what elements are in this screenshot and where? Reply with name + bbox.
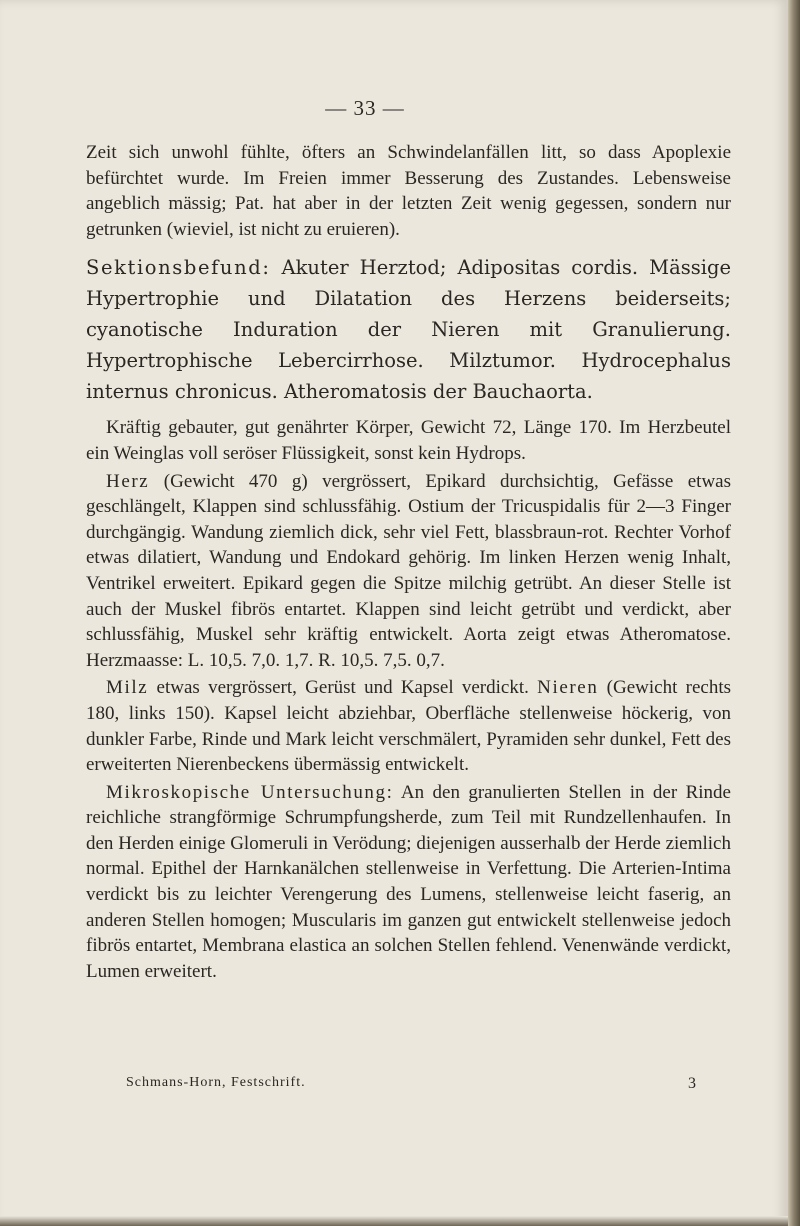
mikroskopische-paragraph [86,780,731,985]
mikroskopische-label: Mikroskopische Untersuchung: [106,781,394,803]
milz-nieren-paragraph [86,675,731,777]
footer-signature: Schmans-Horn, Festschrift. [126,1075,306,1090]
herz-label: Herz [106,470,150,492]
nieren-text: (Gewicht rechts 180, links 150). Kapsel leicht abziehbar, Oberfläche stellenweise höckerig, von dunkler Farbe, Rinde und Mark leicht verschmälert, Pyramiden sehr dunkel, Fett des erweiterten Nierenbeckens übermässig entwickelt. [86,677,732,776]
herz-text: (Gewicht 470 g) vergrössert, Epikard durchsichtig, Gefässe etwas geschlängelt, Klappen sind schlussfähig. Ostium der Tricuspidalis für 2—3 Finger durchgängig. Wandung ziemlich dick, sehr viel Fett, blassbraun-rot. Rechter Vorhof etwas dilatiert, Wandung und Endokard gehörig. Im linken Herzen wenig Inhalt, Ventrikel erweitert. Epikard gegen die Spitze milchig getrübt. An dieser Stelle ist auch der Muskel fibrös entartet. Klappen sind leicht getrübt und verdickt, aber schlussfähig, Muskel sehr kräftig entwickelt. Aorta zeigt etwas Atheromatose. Herzmaasse: L. 10,5. 7,0. 1,7. R. 10,5. 7,5. 0,7. [86,470,731,671]
milz-label: Milz [106,677,149,699]
page-bottom-edge [0,1216,788,1226]
page-footer [126,1075,696,1091]
book-spine-edge [788,0,800,1226]
page-number: — 33 — [325,96,405,120]
koerper-paragraph: Kräftig gebauter, gut genährter Körper, Gewicht 72, Länge 170. Im Herzbeutel ein Weinglas voll seröser Flüssigkeit, sonst kein Hydrops. [86,417,731,464]
mikroskopische-text: An den granulierten Stellen in der Rinde reichliche strangförmige Schrumpfungsherde, zum Teil mit Rundzellenhaufen. In den Herden einige Glomeruli in Verödung; diejenigen ausserhalb der Herde ziemlich normal. Epithel der Harnkanälchen stellenweise in Verfettung. Die Arterien-Intima verdickt bis zu leichter Verengerung des Lumens, stellenweise leicht faserig, an anderen Stellen homogen; Muscularis im ganzen gut entwickelt stellenweise jedoch fibrös entartet, Membrana elastica an solchen Stellen fehlend. Venenwände verdickt, Lumen erweitert. [86,781,731,982]
footer-sheet-number: 3 [688,1075,696,1092]
sektionsbefund-paragraph [86,252,731,407]
nieren-label: Nieren [537,677,599,699]
herz-paragraph [86,469,731,674]
sektionsbefund-text: Akuter Herztod; Adipositas cordis. Mässige Hypertrophie und Dilatation des Herzens beiderseits; cyanotische Induration der Nieren mit Granulierung. Hypertrophische Lebercirrhose. Milztumor. Hydrocephalus internus chronicus. Atheromatosis der Bauchaorta. [86,256,731,404]
sektionsbefund-label: Sektionsbefund: [86,256,271,280]
milz-text: etwas vergrössert, Gerüst und Kapsel verdickt. [148,677,538,699]
intro-paragraph: Zeit sich unwohl fühlte, öfters an Schwindelanfällen litt, so dass Apoplexie befürchtet wurde. Im Freien immer Besserung des Zustandes. Lebensweise angeblich mässig; Pat. hat aber in der letzten Zeit wenig gegessen, sondern nur getrunken (wieviel, ist nicht zu eruieren). [86,142,731,240]
body-text [86,140,731,984]
